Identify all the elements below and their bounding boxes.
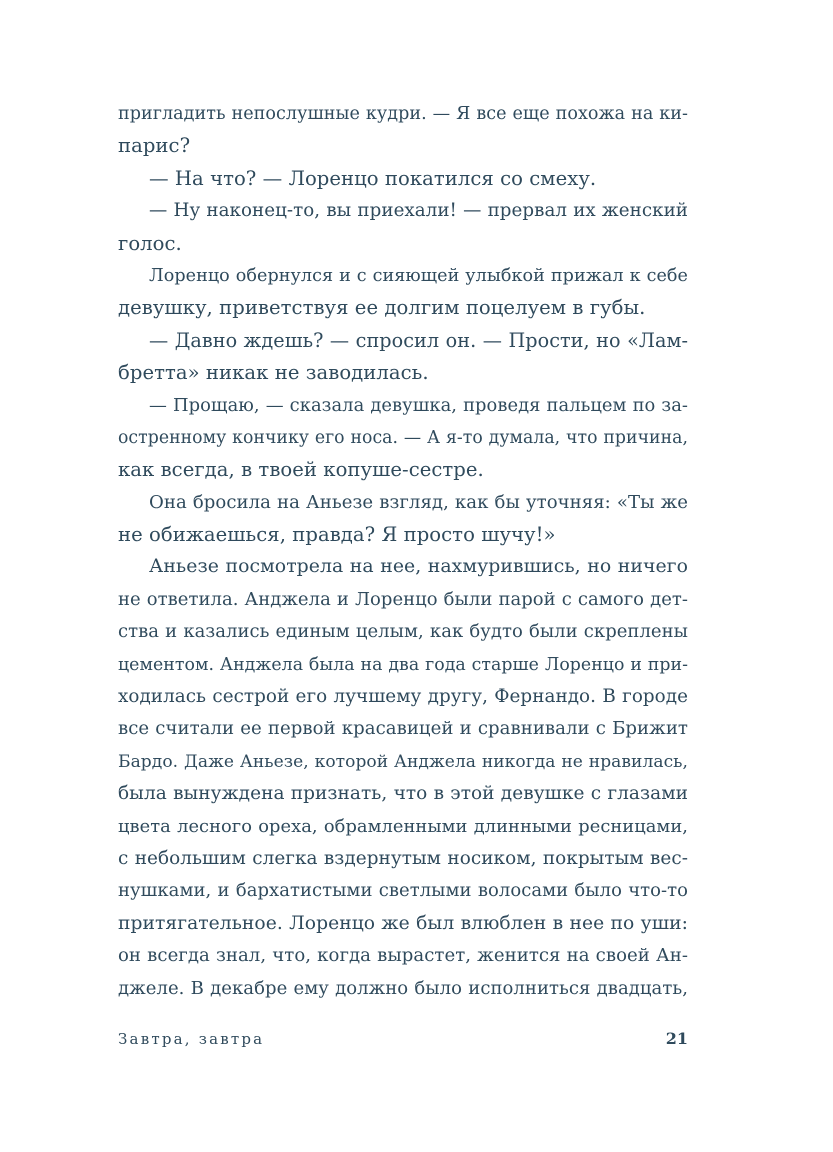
text-line: не ответила. Анджела и Лоренцо были парой с самого дет- bbox=[118, 588, 688, 610]
text-line: ства и казались единым целым, как будто были скреплены bbox=[118, 621, 688, 643]
page-number: 21 bbox=[665, 1029, 688, 1048]
text-line: была вынуждена признать, что в этой девушке с глазами bbox=[118, 783, 688, 805]
text-line: нушками, и бархатистыми светлыми волосами было что-то bbox=[118, 880, 688, 902]
text-line: — Ну наконец-то, вы приехали! — прервал их женский bbox=[149, 200, 688, 222]
text-line: цементом. Анджела была на два года старше Лоренцо и при- bbox=[118, 654, 688, 675]
text-line: не обижаешься, правда? Я просто шучу!» bbox=[118, 523, 556, 547]
text-line: цвета лесного ореха, обрамленными длинными ресницами, bbox=[118, 815, 688, 837]
text-line: бретта» никак не заводилась. bbox=[118, 361, 429, 385]
text-line: остренному кончику его носа. — А я-то думала, что причина, bbox=[118, 427, 688, 448]
text-line: как всегда, в твоей копуше-сестре. bbox=[118, 458, 484, 482]
text-line: ходилась сестрой его лучшему другу, Фернандо. В городе bbox=[118, 686, 688, 708]
text-line: с небольшим слегка вздернутым носиком, покрытым вес- bbox=[118, 847, 688, 869]
running-title: Завтра, завтра bbox=[118, 1030, 265, 1048]
text-line: притягательное. Лоренцо же был влюблен в нее по уши: bbox=[118, 912, 688, 934]
text-line: джеле. В декабре ему должно было исполниться двадцать, bbox=[118, 977, 688, 999]
text-line: парис? bbox=[118, 134, 191, 158]
text-line: Она бросила на Аньезе взгляд, как бы уточняя: «Ты же bbox=[149, 491, 688, 513]
text-line: голос. bbox=[118, 231, 182, 255]
text-line: он всегда знал, что, когда вырастет, женится на своей Ан- bbox=[118, 945, 688, 967]
text-line: — Прощаю, — сказала девушка, проведя пальцем по за- bbox=[149, 394, 688, 416]
text-line: Лоренцо обернулся и с сияющей улыбкой прижал к себе bbox=[149, 265, 688, 286]
text-line: Аньезе посмотрела на нее, нахмурившись, но ничего bbox=[149, 556, 688, 578]
page-body bbox=[118, 98, 688, 1005]
text-line: — Давно ждешь? — спросил он. — Прости, но «Лам- bbox=[149, 328, 688, 352]
text-line: — На что? — Лоренцо покатился со смеху. bbox=[149, 166, 597, 190]
text-line: пригладить непослушные кудри. — Я все еще похожа на ки- bbox=[118, 104, 688, 124]
text-line: Бардо. Даже Аньезе, которой Анджела никогда не нравилась, bbox=[118, 751, 688, 772]
text-line: девушку, приветствуя ее долгим поцелуем в губы. bbox=[118, 296, 646, 320]
text-line: все считали ее первой красавицей и сравнивали с Брижит bbox=[118, 718, 688, 740]
